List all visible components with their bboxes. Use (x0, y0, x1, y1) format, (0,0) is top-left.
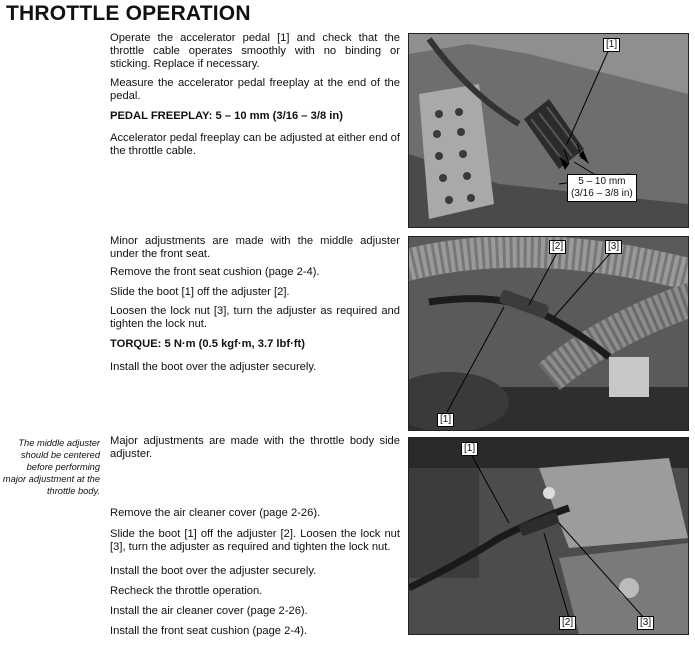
fig3-callout-3: [3] (637, 616, 654, 630)
page-title: THROTTLE OPERATION (6, 2, 251, 25)
fig2-callout-1: [1] (437, 413, 454, 427)
section3-p6: Install the air cleaner cover (page 2-26). (110, 605, 308, 617)
fig3-callout-1: [1] (461, 442, 478, 456)
section2-p5: Install the boot over the adjuster securely. (110, 361, 317, 373)
fig1-meas-line2: (3/16 – 3/8 in) (571, 188, 633, 199)
fig1-meas-line1: 5 – 10 mm (578, 176, 626, 187)
fig3-callout-2: [2] (559, 616, 576, 630)
side-note: The middle adjuster should be centered before performing major adjustment at the throttle body. (2, 438, 100, 496)
section2-p2: Remove the front seat cushion (page 2-4). (110, 266, 320, 278)
section3-p7: Install the front seat cushion (page 2-4). (110, 625, 308, 637)
section3-p2: Remove the air cleaner cover (page 2-26). (110, 507, 321, 519)
throttle-body-adjuster-photo (408, 437, 689, 635)
section3-p3: Slide the boot [1] off the adjuster [2]. Loosen the lock nut [3], turn the adjuster as required and tighten the lock nut. (110, 528, 400, 553)
section3-p5: Recheck the throttle operation. (110, 585, 263, 597)
fig1-callout-1: [1] (603, 38, 620, 52)
section1-p3: Accelerator pedal freeplay can be adjusted at either end of the throttle cable. (110, 132, 400, 157)
section2-p3: Slide the boot [1] off the adjuster [2]. (110, 286, 290, 298)
section2-p4: Loosen the lock nut [3], turn the adjuster as required and tighten the lock nut. (110, 305, 400, 330)
section3-p4: Install the boot over the adjuster securely. (110, 565, 317, 577)
section2-p1: Minor adjustments are made with the middle adjuster under the front seat. (110, 235, 400, 260)
section1-p1: Operate the accelerator pedal [1] and check that the throttle cable operates smoothly with no binding or sticking. Replace if necessary. (110, 32, 400, 70)
section3-p1: Major adjustments are made with the throttle body side adjuster. (110, 435, 400, 460)
fig2-callout-2: [2] (549, 240, 566, 254)
torque-spec: TORQUE: 5 N·m (0.5 kgf·m, 3.7 lbf·ft) (110, 338, 305, 350)
accelerator-pedal-photo (408, 33, 689, 228)
section1-p2: Measure the accelerator pedal freeplay at the end of the pedal. (110, 77, 400, 102)
pedal-freeplay-spec: PEDAL FREEPLAY: 5 – 10 mm (3/16 – 3/8 in) (110, 110, 343, 122)
fig2-callout-3: [3] (605, 240, 622, 254)
fig1-measurement (567, 174, 637, 202)
middle-adjuster-photo (408, 236, 689, 431)
